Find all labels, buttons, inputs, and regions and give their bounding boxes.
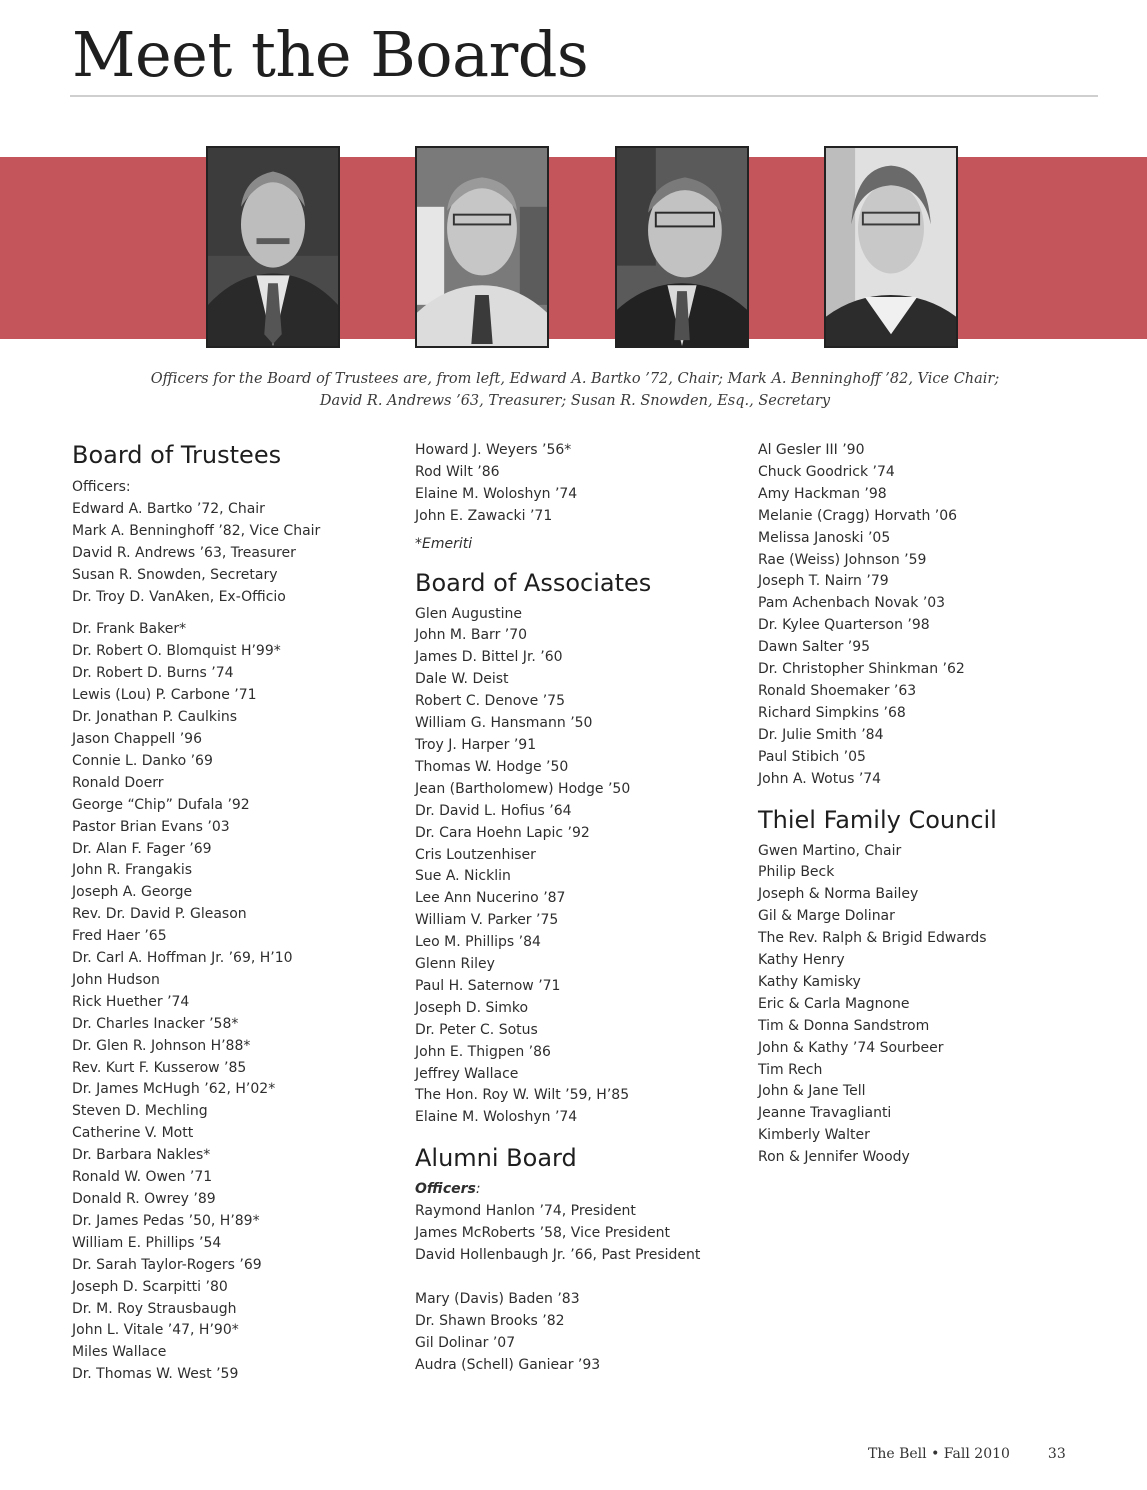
list-item: Dr. Charles Inacker ’58* — [72, 1015, 239, 1032]
page-footer — [868, 1446, 1066, 1462]
list-item: Eric & Carla Magnone — [758, 995, 910, 1012]
list-item: Dr. Cara Hoehn Lapic ’92 — [415, 824, 590, 841]
list-item: Ron & Jennifer Woody — [758, 1149, 910, 1166]
list-item: Rick Huether ’74 — [72, 993, 190, 1010]
list-item: Lewis (Lou) P. Carbone ’71 — [72, 687, 257, 704]
photo-caption — [110, 368, 1040, 412]
alumni-officers-list — [415, 1201, 745, 1267]
list-item: William E. Phillips ’54 — [72, 1234, 222, 1251]
list-item: Glen Augustine — [415, 605, 523, 622]
list-item: Amy Hackman ’98 — [758, 485, 887, 502]
list-item: Melanie (Cragg) Horvath ’06 — [758, 507, 958, 524]
list-item: Dale W. Deist — [415, 671, 509, 688]
list-item: Pastor Brian Evans ’03 — [72, 818, 230, 835]
list-item: Joseph D. Scarpitti ’80 — [72, 1278, 228, 1295]
alumni-members-list — [415, 1289, 745, 1377]
list-item: Dr. Robert O. Blomquist H’99* — [72, 643, 281, 660]
list-item: Dawn Salter ’95 — [758, 639, 871, 656]
thiel-family-council-heading: Thiel Family Council — [758, 805, 997, 834]
list-item: John A. Wotus ’74 — [758, 770, 882, 787]
emeriti-note: *Emeriti — [415, 535, 473, 552]
list-item: Susan R. Snowden, Secretary — [72, 566, 278, 583]
list-item: Glenn Riley — [415, 956, 495, 973]
list-item: Dr. Peter C. Sotus — [415, 1021, 538, 1038]
list-item: Tim Rech — [758, 1061, 823, 1078]
list-item: Leo M. Phillips ’84 — [415, 934, 541, 951]
list-item: Miles Wallace — [72, 1344, 167, 1361]
list-item: Gwen Martino, Chair — [758, 842, 902, 859]
list-item: Dr. Carl A. Hoffman Jr. ’69, H’10 — [72, 950, 293, 967]
column-2 — [415, 440, 745, 1377]
list-item: Tim & Donna Sandstrom — [758, 1017, 930, 1034]
list-item: John E. Zawacki ’71 — [415, 507, 553, 524]
list-item: Melissa Janoski ’05 — [758, 529, 891, 546]
list-item: Gil Dolinar ’07 — [415, 1334, 516, 1351]
list-item: Paul H. Saternow ’71 — [415, 977, 561, 994]
list-item: Dr. Troy D. VanAken, Ex-Officio — [72, 588, 286, 605]
trustee-members-continued — [415, 440, 745, 528]
list-item: Dr. Thomas W. West ’59 — [72, 1366, 239, 1383]
list-item: Howard J. Weyers ’56* — [415, 442, 572, 458]
publication-name: The Bell • Fall 2010 — [868, 1446, 1010, 1462]
list-item: Kathy Kamisky — [758, 973, 861, 990]
list-item: Joseph T. Nairn ’79 — [758, 573, 889, 590]
list-item: Dr. Julie Smith ’84 — [758, 726, 884, 743]
list-item: Elaine M. Woloshyn ’74 — [415, 485, 578, 502]
list-item: Dr. Barbara Nakles* — [72, 1147, 211, 1164]
list-item: Steven D. Mechling — [72, 1103, 208, 1120]
board-of-trustees-heading: Board of Trustees — [72, 441, 282, 469]
list-item: Catherine V. Mott — [72, 1125, 194, 1142]
list-item: Connie L. Danko ’69 — [72, 752, 213, 769]
alumni-officers-label-text: Officers — [415, 1181, 476, 1198]
trustee-officers-list — [72, 499, 392, 609]
list-item: John & Jane Tell — [758, 1083, 866, 1100]
list-item: Dr. Frank Baker* — [72, 621, 187, 638]
list-item: Joseph & Norma Bailey — [758, 886, 919, 903]
list-item: Dr. Glen R. Johnson H’88* — [72, 1037, 251, 1054]
list-item: Sue A. Nicklin — [415, 868, 511, 885]
list-item: Ronald W. Owen ’71 — [72, 1169, 213, 1186]
column-1 — [72, 440, 392, 1386]
list-item: Troy J. Harper ’91 — [415, 736, 537, 753]
board-of-associates-heading: Board of Associates — [415, 568, 652, 597]
list-item: Rae (Weiss) Johnson ’59 — [758, 551, 927, 568]
list-item: John Hudson — [72, 971, 160, 988]
list-item: Rev. Kurt F. Kusserow ’85 — [72, 1059, 247, 1076]
alumni-board-heading: Alumni Board — [415, 1144, 577, 1173]
list-item: John L. Vitale ’47, H’90* — [72, 1322, 239, 1339]
list-item: Mark A. Benninghoff ’82, Vice Chair — [72, 522, 321, 539]
list-item: James McRoberts ’58, Vice President — [415, 1225, 671, 1242]
photo-susan-snowden — [824, 146, 958, 348]
list-item: Donald R. Owrey ’89 — [72, 1191, 216, 1207]
list-item: Jeffrey Wallace — [415, 1065, 519, 1082]
alumni-officers-colon: : — [475, 1181, 481, 1198]
list-item: John & Kathy ’74 Sourbeer — [758, 1039, 944, 1056]
alumni-members-continued — [758, 440, 1098, 791]
list-item: Dr. Kylee Quarterson ’98 — [758, 617, 930, 634]
list-item: George “Chip” Dufala ’92 — [72, 796, 250, 813]
list-item: Fred Haer ’65 — [72, 928, 167, 945]
title-divider — [70, 95, 1098, 97]
list-item: Dr. Sarah Taylor-Rogers ’69 — [72, 1256, 262, 1273]
associates-list — [415, 604, 745, 1130]
list-item: Dr. Jonathan P. Caulkins — [72, 709, 238, 726]
list-item: Edward A. Bartko ’72, Chair — [72, 500, 265, 517]
list-item: Chuck Goodrick ’74 — [758, 463, 895, 480]
list-item: Dr. M. Roy Strausbaugh — [72, 1300, 237, 1317]
list-item: John M. Barr ’70 — [415, 627, 528, 644]
list-item: Rev. Dr. David P. Gleason — [72, 906, 247, 923]
list-item: Jean (Bartholomew) Hodge ’50 — [415, 780, 631, 797]
officers-label: Officers: — [72, 479, 131, 495]
list-item: Jason Chappell ’96 — [72, 730, 202, 747]
photo-edward-bartko — [206, 146, 340, 348]
list-item: Robert C. Denove ’75 — [415, 693, 565, 710]
list-item: Joseph A. George — [72, 884, 193, 901]
family-council-list — [758, 841, 1098, 1170]
alumni-officers-label — [415, 1179, 745, 1201]
list-item: David R. Andrews ’63, Treasurer — [72, 544, 296, 561]
list-item: Dr. David L. Hofius ’64 — [415, 802, 572, 819]
page-title: Meet the Boards — [72, 18, 589, 91]
list-item: David Hollenbaugh Jr. ’66, Past President — [415, 1247, 701, 1263]
list-item: James D. Bittel Jr. ’60 — [415, 649, 563, 666]
list-item: The Hon. Roy W. Wilt ’59, H’85 — [415, 1087, 630, 1104]
list-item: Raymond Hanlon ’74, President — [415, 1203, 636, 1220]
list-item: Ronald Doerr — [72, 774, 164, 791]
list-item: Joseph D. Simko — [415, 999, 529, 1016]
red-banner — [0, 157, 1147, 339]
photo-mark-benninghoff — [415, 146, 549, 348]
list-item: Kathy Henry — [758, 952, 845, 969]
photo-david-andrews — [615, 146, 749, 348]
list-item: John R. Frangakis — [72, 862, 193, 879]
trustee-members-list — [72, 619, 392, 1386]
list-item: Al Gesler III ’90 — [758, 442, 865, 458]
list-item: Mary (Davis) Baden ’83 — [415, 1290, 580, 1307]
list-item: Paul Stibich ’05 — [758, 748, 866, 765]
list-item: Thomas W. Hodge ’50 — [415, 758, 569, 775]
list-item: Pam Achenbach Novak ’03 — [758, 595, 946, 612]
caption-line: David R. Andrews ’63, Treasurer; Susan R. Snowden, Esq., Secretary — [319, 393, 831, 409]
caption-line: Officers for the Board of Trustees are, from left, Edward A. Bartko ’72, Chair; Mark A. Benninghoff ’82, Vice Chair; — [150, 371, 1000, 387]
list-item: The Rev. Ralph & Brigid Edwards — [758, 930, 987, 947]
list-item: Philip Beck — [758, 864, 835, 881]
list-item: Gil & Marge Dolinar — [758, 908, 895, 925]
list-item: Dr. Christopher Shinkman ’62 — [758, 661, 965, 678]
list-item: Richard Simpkins ’68 — [758, 704, 906, 721]
list-item: Elaine M. Woloshyn ’74 — [415, 1109, 578, 1126]
list-item: Dr. Shawn Brooks ’82 — [415, 1312, 565, 1329]
list-item: Dr. James McHugh ’62, H’02* — [72, 1081, 276, 1098]
list-item: Jeanne Travaglianti — [758, 1105, 892, 1122]
page-number: 33 — [1047, 1446, 1066, 1462]
list-item: William G. Hansmann ’50 — [415, 715, 593, 732]
list-item: William V. Parker ’75 — [415, 912, 559, 929]
list-item: Lee Ann Nucerino ’87 — [415, 890, 566, 907]
list-item: Dr. Alan F. Fager ’69 — [72, 840, 212, 857]
list-item: Kimberly Walter — [758, 1127, 870, 1144]
list-item: John E. Thigpen ’86 — [415, 1043, 551, 1060]
list-item: Audra (Schell) Ganiear ’93 — [415, 1356, 601, 1373]
list-item: Dr. James Pedas ’50, H’89* — [72, 1212, 260, 1229]
column-3 — [758, 440, 1098, 1169]
list-item: Cris Loutzenhiser — [415, 846, 536, 863]
list-item: Dr. Robert D. Burns ’74 — [72, 665, 234, 682]
list-item: Rod Wilt ’86 — [415, 463, 500, 480]
list-item: Ronald Shoemaker ’63 — [758, 682, 917, 699]
